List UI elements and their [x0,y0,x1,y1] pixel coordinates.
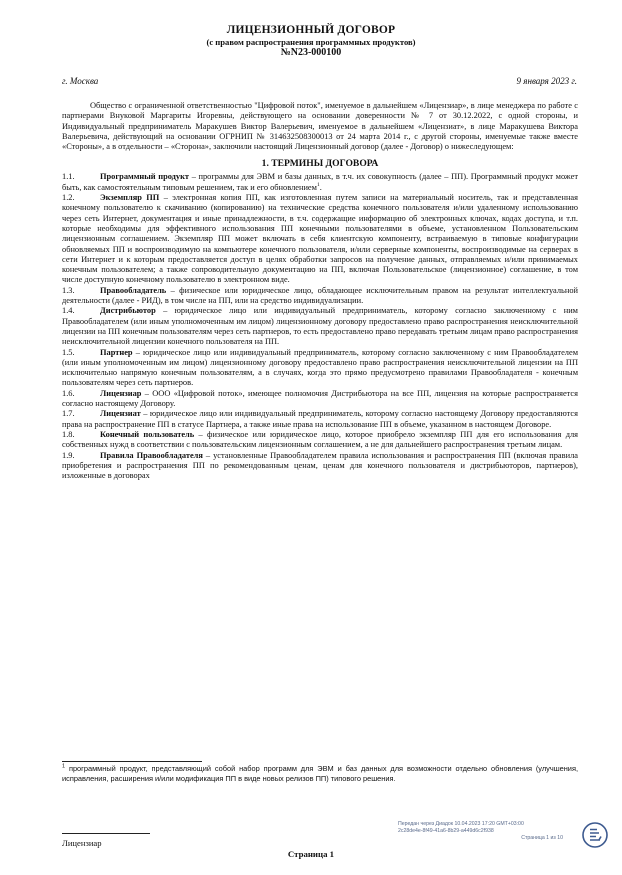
clause-text: – ООО «Цифровой поток», имеющее полномочия Дистрибьютора на все ПП, лицензия на которые распространяется согласно настоящему Договору. [62,388,578,409]
stamp-transfer-line: Передан через Диадок 10.04.2023 17:20 GMT+03:00 [398,821,524,827]
document-number: №N23-000100 [280,47,342,58]
clause-number: 1.5. [62,347,75,357]
footnote-reference[interactable]: 1 [316,181,320,188]
document-subtitle: (с правом распространения программных продуктов) [206,37,416,47]
clause-term: Партнер [100,347,133,357]
clause-1-6 [62,389,578,410]
place: г. Москва [62,76,99,86]
clause-number: 1.1. [62,172,75,182]
clause-number: 1.6. [62,388,75,398]
clause-text: – программы для ЭВМ и базы данных, в т.ч. их совокупность (далее – ПП). Программный продукт может быть, как самостоятельным типовым решением, так и его обновлением [62,172,578,192]
clause-term: Дистрибьютор [100,306,156,316]
clause-1-1 [62,172,578,193]
place-date-line [62,76,577,86]
document-header [0,24,622,59]
clause-term: Конечный пользователь [100,429,195,439]
clause-text: – электронная копия ПП, как изготовленная путем записи на материальный носитель, так и представленная конечному пользователю к скачиванию (копированию) на технические средства конечного пользователя и/или удаленному использованию через сеть Интернет, документация и иные принадлежности, в т.ч. содержащие информацию об электронных ключах, кодах доступа, и т.п. которые необходимы для эффективного использования ПП конечными пользователями в объеме, установленном Пользовательским лицензионным соглашением. Экземпляр ПП может включать в себя клиентскую компоненту, встраиваемую в типовые конфигурации обновляемых ПП и воспроизводимую на компьютере конечного пользователя, и/или серверные компоненты, воспроизводимые на серверах в сети Интернет и к которым предоставляется доступ в целях обработки запросов на получение данных, отправляемых и/или принимаемых конечным пользователем; а также сопроводительную документацию на ПП, включая Пользовательское (лицензионное) соглашение, в том числе доступную конечному пользователю в электронном виде. [62,193,578,285]
clause-1-7 [62,409,578,430]
clause-1-3 [62,286,578,307]
preamble-paragraph: Общество с ограниченной ответственностью "Цифровой поток", именуемое в дальнейшем «Лицензиар», в лице менеджера по работе с партнерами Внуковой Маргариты Игоревны, действующего на основании доверенности № 7 от 30.12.2022, с одной стороны, и Индивидуальный предприниматель Маракушев Виктор Валерьевич, именуемое в дальнейшем «Лицензиат», в лице Маракушева Виктора Валерьевича, действующий на основании ОГРНИП № 314632508300013 от 24 марта 2014 г., с другой стороны, именуемые также вместе «Стороны», а в отдельности – «Сторона», заключили настоящий Лицензионный договор (далее - Договор) о нижеследующем: [62,101,578,152]
footnote-text: программный продукт, представляющий собой набор программ для ЭВМ и баз данных для возможности отдельно обновления (улучшения, исправления, расширения и/или модификация ПП в виде новых релизов ПП) типового решения. [62,764,578,783]
document-body [62,101,578,481]
clause-text: – физическое или юридическое лицо, обладающее исключительным правом на результат интеллектуальной деятельности (далее - РИД), в том числе на ПП, или на средство индивидуализации. [62,285,578,306]
clause-number: 1.3. [62,285,75,295]
stamp-document-id: 2c28de4e-8f49-41a6-8b29-a449d6c2f938 [398,828,494,834]
clause-1-9 [62,451,578,482]
clause-term: Лицензиат [100,409,141,419]
signature-line [62,833,150,834]
clause-number: 1.4. [62,306,75,316]
clause-number: 1.2. [62,193,75,203]
page-number: Страница 1 [287,849,335,859]
clause-1-4 [62,306,578,347]
date: 9 января 2023 г. [516,76,577,86]
clause-number: 1.9. [62,450,75,460]
diadoc-stamp [398,821,573,842]
clause-text: – физическое или юридическое лицо, которое приобрело экземпляр ПП для его использования для собственных нужд в соответствии с пользовательским лицензионным соглашением, а не для дальнейшего распространения третьим лицам. [62,429,578,450]
clause-text: – юридическое лицо или индивидуальный предприниматель, которому согласно настоящему Договору предоставляются права на распространение ПП в статусе Партнера, а также иные права на использование ПП в объеме, указанном в настоящем Договоре. [62,409,578,429]
footnote-mark: 1 [62,763,66,770]
clause-list [62,172,578,481]
clause-1-8 [62,430,578,451]
document-title: ЛИЦЕНЗИОННЫЙ ДОГОВОР [226,24,396,36]
clause-1-2 [62,193,578,286]
signature-label: Лицензиар [62,838,102,848]
clause-term: Программный продукт [100,172,190,182]
clause-text: – юридическое лицо или индивидуальный предприниматель, которому согласно заключенному с ним Правообладателем (или иным уполномоченным им лицом) лицензионному договору предоставлено право распространения неисключительной лицензии на ПП исключительно напрямую конечным пользователям, а в случаях, когда это прямо предусмотрено правилами Правообладателя - конечным пользователям через сеть партнеров. [62,347,578,388]
clause-term: Правообладатель [100,285,167,295]
diadoc-logo-icon [582,822,608,848]
footnote [62,764,578,783]
clause-tail: . [319,182,322,192]
clause-number: 1.7. [62,409,75,419]
clause-1-5 [62,348,578,389]
section-title: 1. ТЕРМИНЫ ДОГОВОРА [261,158,379,170]
clause-term: Лицензиар [100,388,142,398]
stamp-page-count: Страница 1 из 10 [521,835,563,841]
footnote-divider [62,761,202,762]
clause-term: Экземпляр ПП [100,193,160,203]
clause-text: – установленные Правообладателем правила использования и распространения ПП (включая правила приобретения и распространения ПП по рекомендованным ценам, ценам для конечного пользователя и дистрибьюторов, партнеров), изложенные в договорах [62,450,578,481]
clause-term: Правила Правообладателя [100,450,203,460]
clause-number: 1.8. [62,429,75,439]
clause-text: – юридическое лицо или индивидуальный предприниматель, которому согласно заключенному с ним Правообладателем (или иным уполномоченным им лицом) лицензионному договору предоставлено право распространения неисключительной лицензии на ПП конечным пользователям через сеть партнеров, то есть предоставлено право передавать третьим лицам право распространения неисключительной лицензии конечного пользователя на ПП. [62,306,578,347]
